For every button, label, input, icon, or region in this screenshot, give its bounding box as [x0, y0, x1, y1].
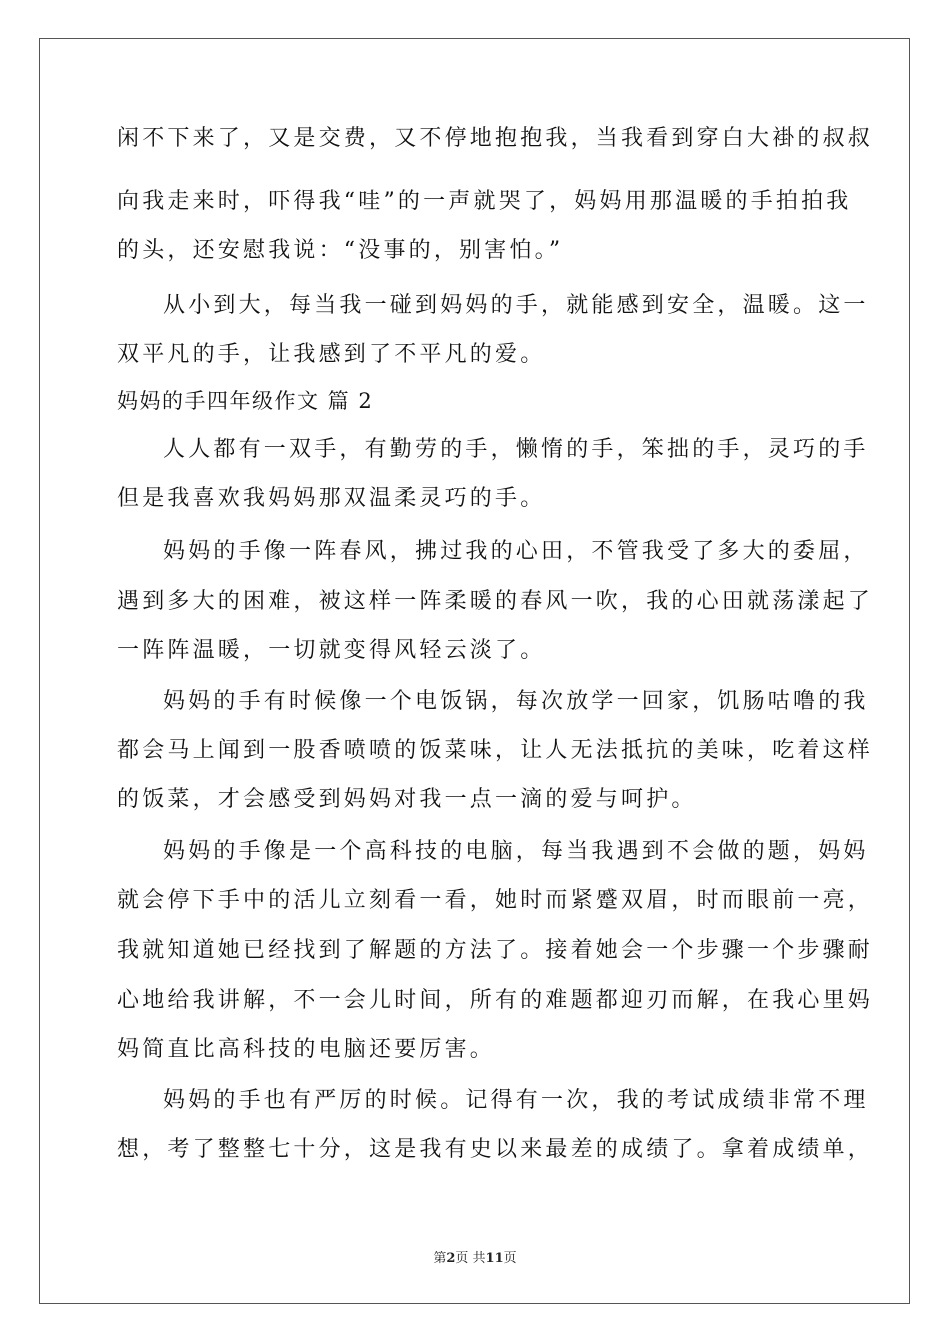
text-line: 的饭菜，才会感受到妈妈对我一点一滴的爱与呵护。 — [117, 787, 697, 812]
text-line: 都会马上闻到一股香喷喷的饭菜味，让人无法抵抗的美味，吃着这样 — [117, 738, 874, 763]
text-line: 妈妈的手像是一个高科技的电脑，每当我遇到不会做的题，妈妈 — [163, 839, 869, 864]
text-line: 人人都有一双手，有勤劳的手，懒惰的手，笨拙的手，灵巧的手 — [163, 437, 869, 462]
page-footer — [0, 1247, 950, 1266]
text-line: 妈妈的手也有严厉的时候。记得有一次，我的考试成绩非常不理 — [163, 1088, 869, 1113]
text-line: 心地给我讲解，不一会儿时间，所有的难题都迎刃而解，在我心里妈 — [117, 988, 874, 1013]
text-line: 妈妈的手有时候像一个电饭锅，每次放学一回家，饥肠咕噜的我 — [163, 689, 869, 714]
text-line: 的头，还安慰我说：“没事的，别害怕。” — [117, 238, 564, 263]
text-line: 一阵阵温暖，一切就变得风轻云淡了。 — [117, 638, 546, 663]
page-prefix: 第 — [433, 1251, 447, 1266]
text-line: 从小到大，每当我一碰到妈妈的手，就能感到安全，温暖。这一 — [163, 293, 869, 318]
text-line: 遇到多大的困难，被这样一阵柔暖的春风一吹，我的心田就荡漾起了 — [117, 589, 874, 614]
text-line: 闲不下来了，又是交费，又不停地抱抱我，当我看到穿白大褂的叔叔 — [117, 126, 874, 151]
text-line: 双平凡的手，让我感到了不平凡的爱。 — [117, 342, 546, 367]
page-current: 2 — [446, 1251, 456, 1266]
text-line: 妈妈的手像一阵春风，拂过我的心田，不管我受了多大的委屈， — [163, 539, 869, 564]
page-mid: 页 共 — [455, 1251, 486, 1266]
text-line: 但是我喜欢我妈妈那双温柔灵巧的手。 — [117, 486, 546, 511]
text-line: 就会停下手中的活儿立刻看一看，她时而紧蹙双眉，时而眼前一亮， — [117, 888, 874, 913]
section-heading: 妈妈的手四年级作文 篇 2 — [117, 389, 374, 413]
page-total: 11 — [485, 1251, 504, 1266]
text-line: 想，考了整整七十分，这是我有史以来最差的成绩了。拿着成绩单， — [117, 1137, 874, 1162]
text-line: 我就知道她已经找到了解题的方法了。接着她会一个步骤一个步骤耐 — [117, 938, 874, 963]
text-line: 向我走来时，吓得我“哇”的一声就哭了，妈妈用那温暖的手拍拍我 — [117, 189, 852, 214]
page-suffix: 页 — [503, 1251, 517, 1266]
text-line: 妈简直比高科技的电脑还要厉害。 — [117, 1037, 496, 1062]
